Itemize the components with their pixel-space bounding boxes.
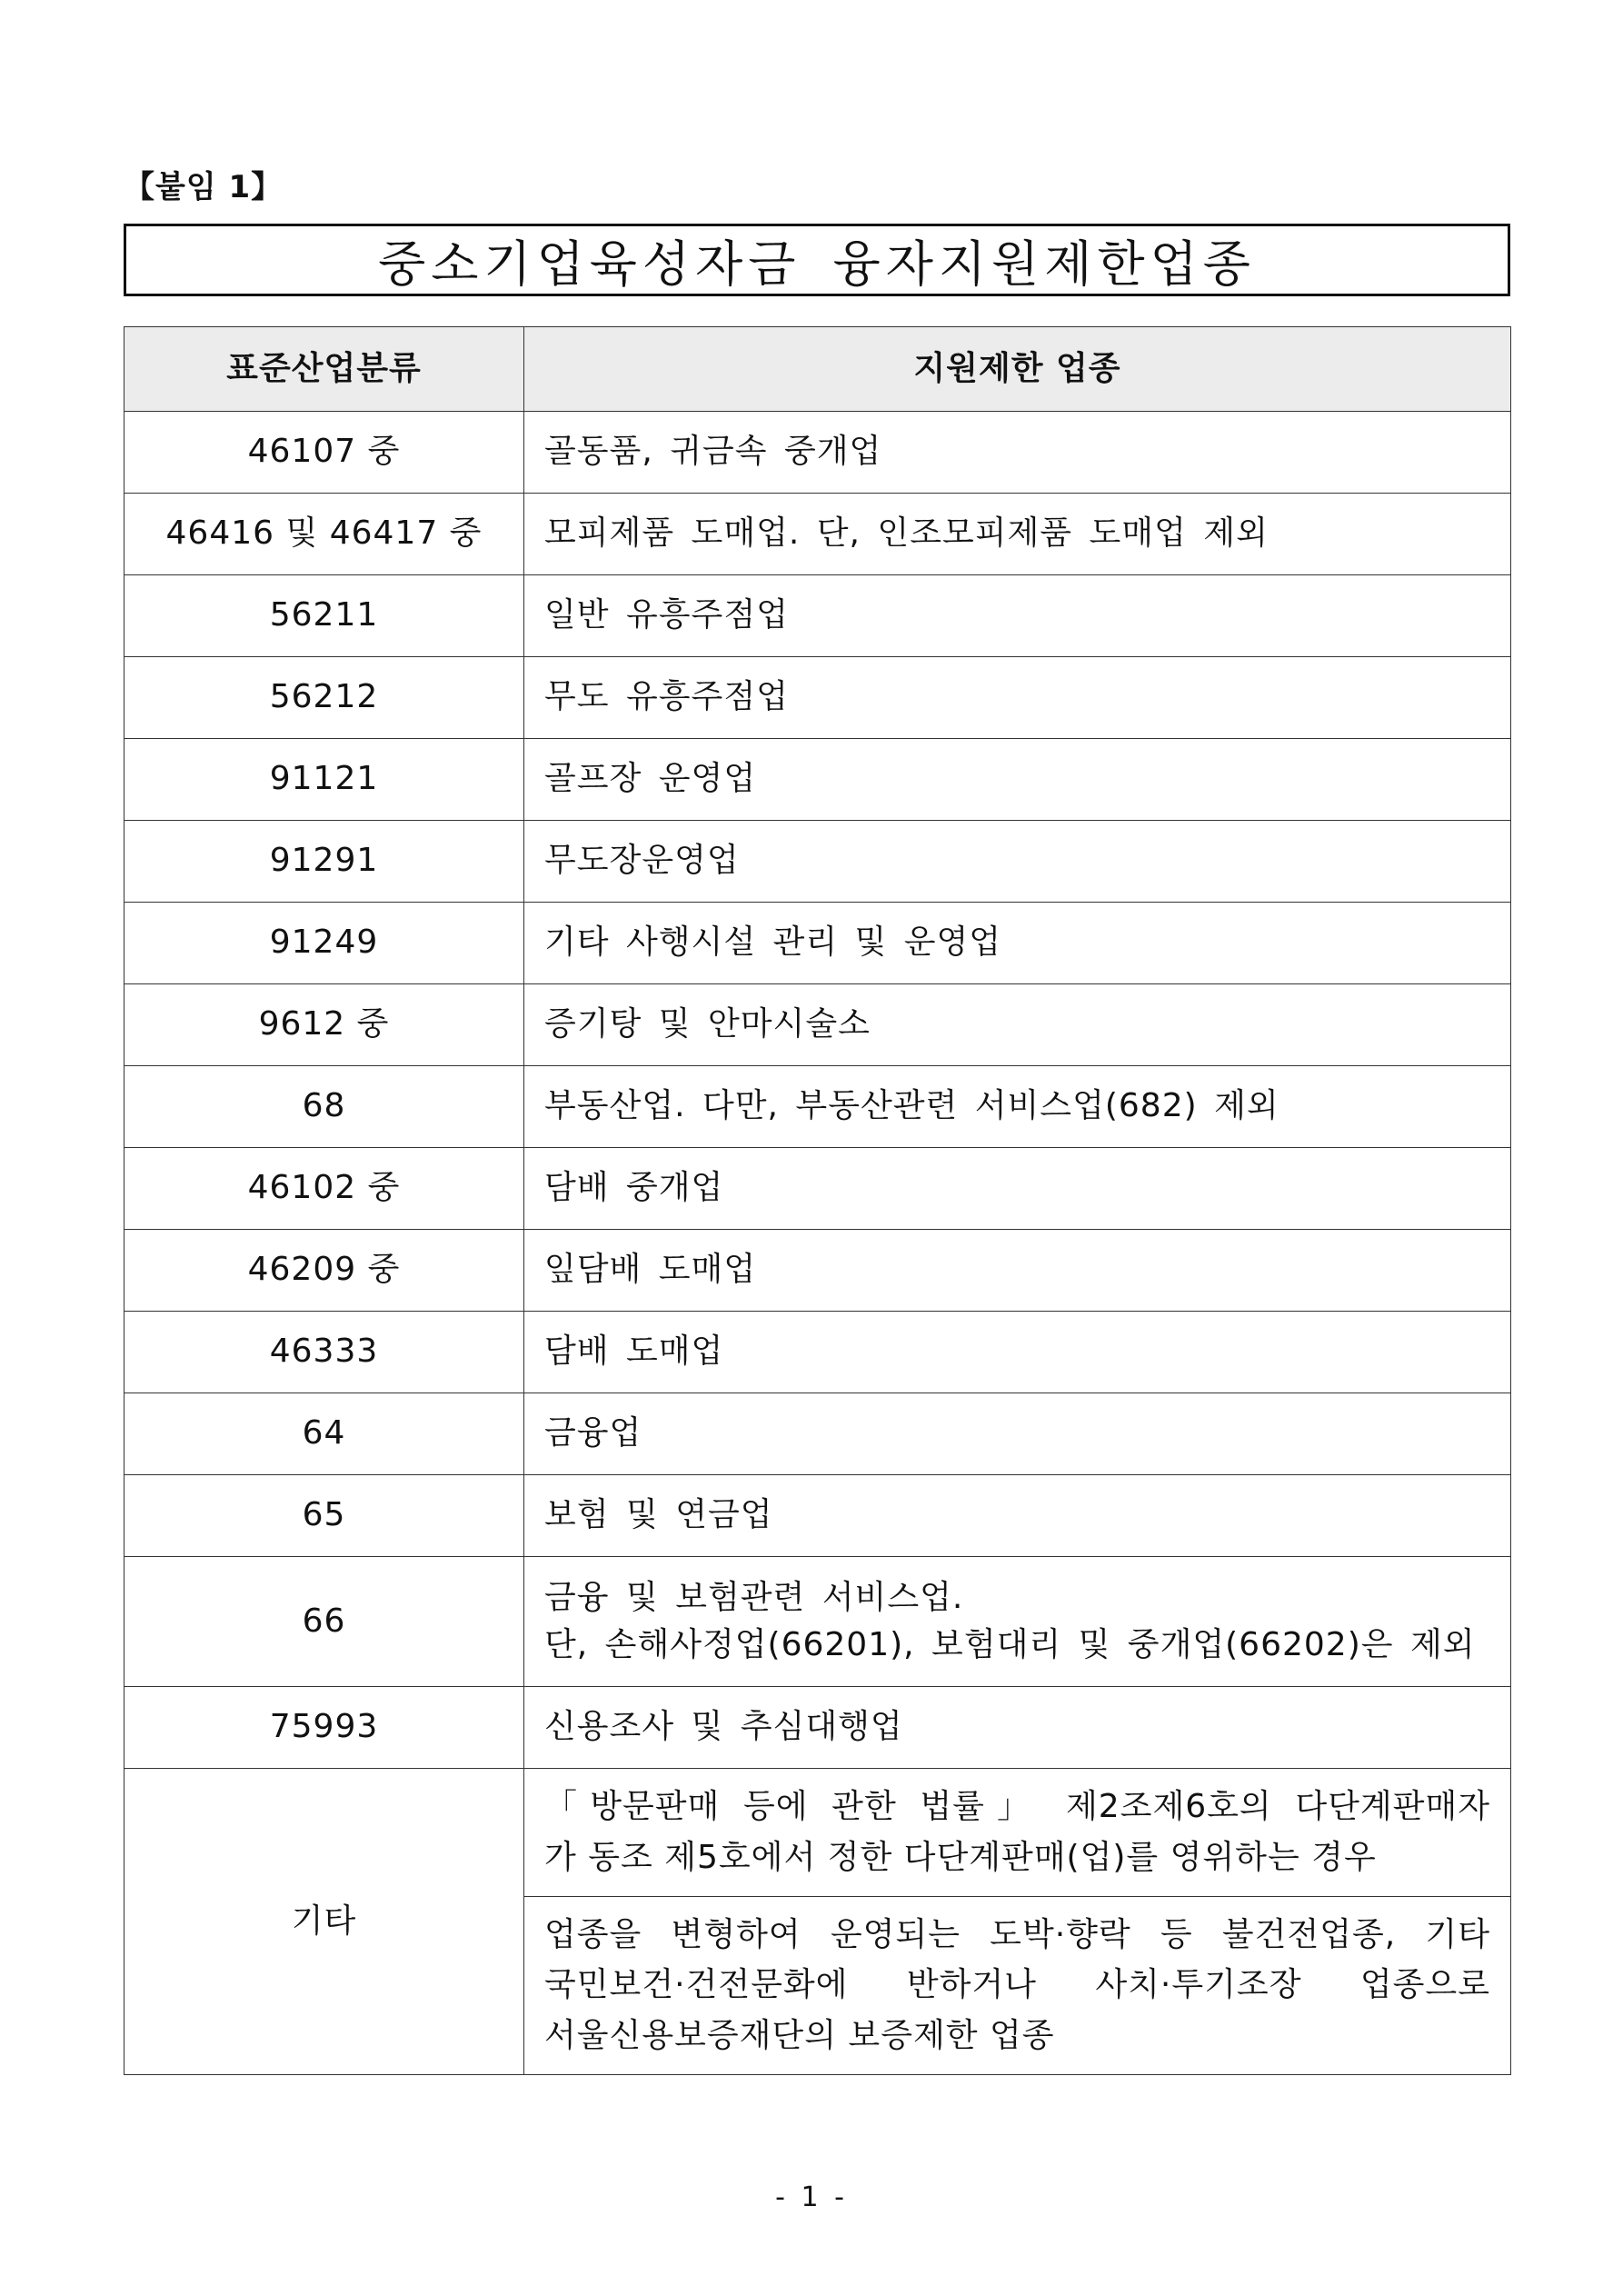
- industry-code-cell: 56211: [124, 575, 524, 657]
- industry-code-cell: 66: [124, 1557, 524, 1687]
- restricted-industry-cell: [524, 575, 1511, 657]
- industry-code-cell: 64: [124, 1393, 524, 1475]
- table-row: [124, 1475, 1511, 1557]
- restricted-industry-text: 담배 중개업: [544, 1169, 724, 1207]
- industry-code-cell: 75993: [124, 1687, 524, 1769]
- header-code: 표준산업분류: [124, 327, 524, 412]
- restricted-industry-cell: [524, 1475, 1511, 1557]
- industry-code-cell: 9612 중: [124, 984, 524, 1066]
- restricted-industry-cell: [524, 739, 1511, 821]
- restricted-industry-cell: [524, 1557, 1511, 1687]
- restricted-industry-text: 골프장 운영업: [544, 760, 757, 798]
- industry-code-cell: 46209 중: [124, 1230, 524, 1312]
- restricted-industry-text: 부동산업. 다만, 부동산관련 서비스업(682) 제외: [544, 1087, 1279, 1125]
- industry-code-cell: 68: [124, 1066, 524, 1148]
- restricted-industry-text: 기타 사행시설 관리 및 운영업: [544, 923, 1002, 962]
- industry-code-cell: 91121: [124, 739, 524, 821]
- industry-code-cell: 46102 중: [124, 1148, 524, 1230]
- table-row: [124, 575, 1511, 657]
- table-row: [124, 1230, 1511, 1312]
- restricted-industry-cell: [524, 657, 1511, 739]
- other-restriction-cell: [524, 1769, 1511, 1897]
- document-title-text: 중소기업육성자금 융자지원제한업종: [378, 235, 1256, 293]
- restricted-industry-text: 단, 손해사정업(66201), 보험대리 및 중개업(66202)은 제외: [544, 1626, 1476, 1663]
- restricted-industry-text: 증기탕 및 안마시술소: [544, 1005, 871, 1043]
- restricted-industry-text: 금융 및 보험관련 서비스업.: [544, 1578, 964, 1616]
- other-restriction-text: 국민보건·건전문화에 반하거나 사치·투기조장 업종으로: [544, 1966, 1490, 2004]
- industry-code-cell: 46333: [124, 1312, 524, 1393]
- restricted-industry-cell: [524, 1393, 1511, 1475]
- restricted-industry-cell: [524, 1066, 1511, 1148]
- restricted-industry-text: 무도 유흥주점업: [544, 678, 789, 716]
- table-body: [124, 412, 1511, 2075]
- restricted-industry-text: 무도장운영업: [544, 842, 740, 880]
- industry-code-cell: 91291: [124, 821, 524, 903]
- other-restriction-text: 「방문판매 등에 관한 법률」 제2조제6호의 다단계판매자: [544, 1788, 1490, 1825]
- restricted-industry-cell: [524, 821, 1511, 903]
- restricted-industry-cell: [524, 494, 1511, 575]
- restricted-industry-cell: [524, 1312, 1511, 1393]
- industry-code-cell: 46416 및 46417 중: [124, 494, 524, 575]
- table-row: [124, 1066, 1511, 1148]
- restricted-industry-text: 담배 도매업: [544, 1333, 724, 1371]
- restricted-industry-cell: [524, 984, 1511, 1066]
- table-row: [124, 1312, 1511, 1393]
- restricted-industry-cell: [524, 1687, 1511, 1769]
- table-row: [124, 821, 1511, 903]
- table-row: [124, 1557, 1511, 1687]
- restricted-industry-text: 신용조사 및 추심대행업: [544, 1708, 903, 1746]
- table-row: [124, 657, 1511, 739]
- table-row: [124, 903, 1511, 984]
- table-row-other: [124, 1769, 1511, 1897]
- restricted-industry-text: 보험 및 연금업: [544, 1496, 773, 1534]
- restricted-industry-cell: [524, 412, 1511, 494]
- industry-code-cell: 46107 중: [124, 412, 524, 494]
- industry-code-cell: 56212: [124, 657, 524, 739]
- restricted-industry-text: 모피제품 도매업. 단, 인조모피제품 도매업 제외: [544, 514, 1269, 553]
- industry-code-cell-other: 기타: [124, 1769, 524, 2075]
- document-title: [124, 224, 1510, 296]
- table-row: [124, 1687, 1511, 1769]
- restricted-industry-cell: [524, 1230, 1511, 1312]
- table-row: [124, 412, 1511, 494]
- table-header-row: [124, 327, 1511, 412]
- restricted-industries-table: [124, 326, 1511, 2075]
- attachment-label: 【붙임 1】: [124, 169, 284, 205]
- restricted-industry-cell: [524, 903, 1511, 984]
- table-row: [124, 739, 1511, 821]
- restricted-industry-text: 일반 유흥주점업: [544, 596, 789, 634]
- other-restriction-text: 가 동조 제5호에서 정한 다단계판매(업)를 영위하는 경우: [544, 1838, 1377, 1876]
- restricted-industry-cell: [524, 1148, 1511, 1230]
- industry-code-cell: 65: [124, 1475, 524, 1557]
- other-restriction-text: 업종을 변형하여 운영되는 도박·향락 등 불건전업종, 기타: [544, 1915, 1490, 1953]
- industry-code-cell: 91249: [124, 903, 524, 984]
- table-row: [124, 984, 1511, 1066]
- other-restriction-text: 서울신용보증재단의 보증제한 업종: [544, 2017, 1055, 2055]
- page-number: - 1 -: [775, 2181, 848, 2213]
- other-restriction-cell: [524, 1896, 1511, 2074]
- restricted-industry-text: 잎담배 도매업: [544, 1251, 757, 1289]
- header-desc: 지원제한 업종: [524, 327, 1511, 412]
- restricted-industry-text: 금융업: [544, 1414, 642, 1452]
- table-row: [124, 1393, 1511, 1475]
- table-row: [124, 494, 1511, 575]
- table-row: [124, 1148, 1511, 1230]
- restricted-industry-text: 골동품, 귀금속 중개업: [544, 433, 882, 471]
